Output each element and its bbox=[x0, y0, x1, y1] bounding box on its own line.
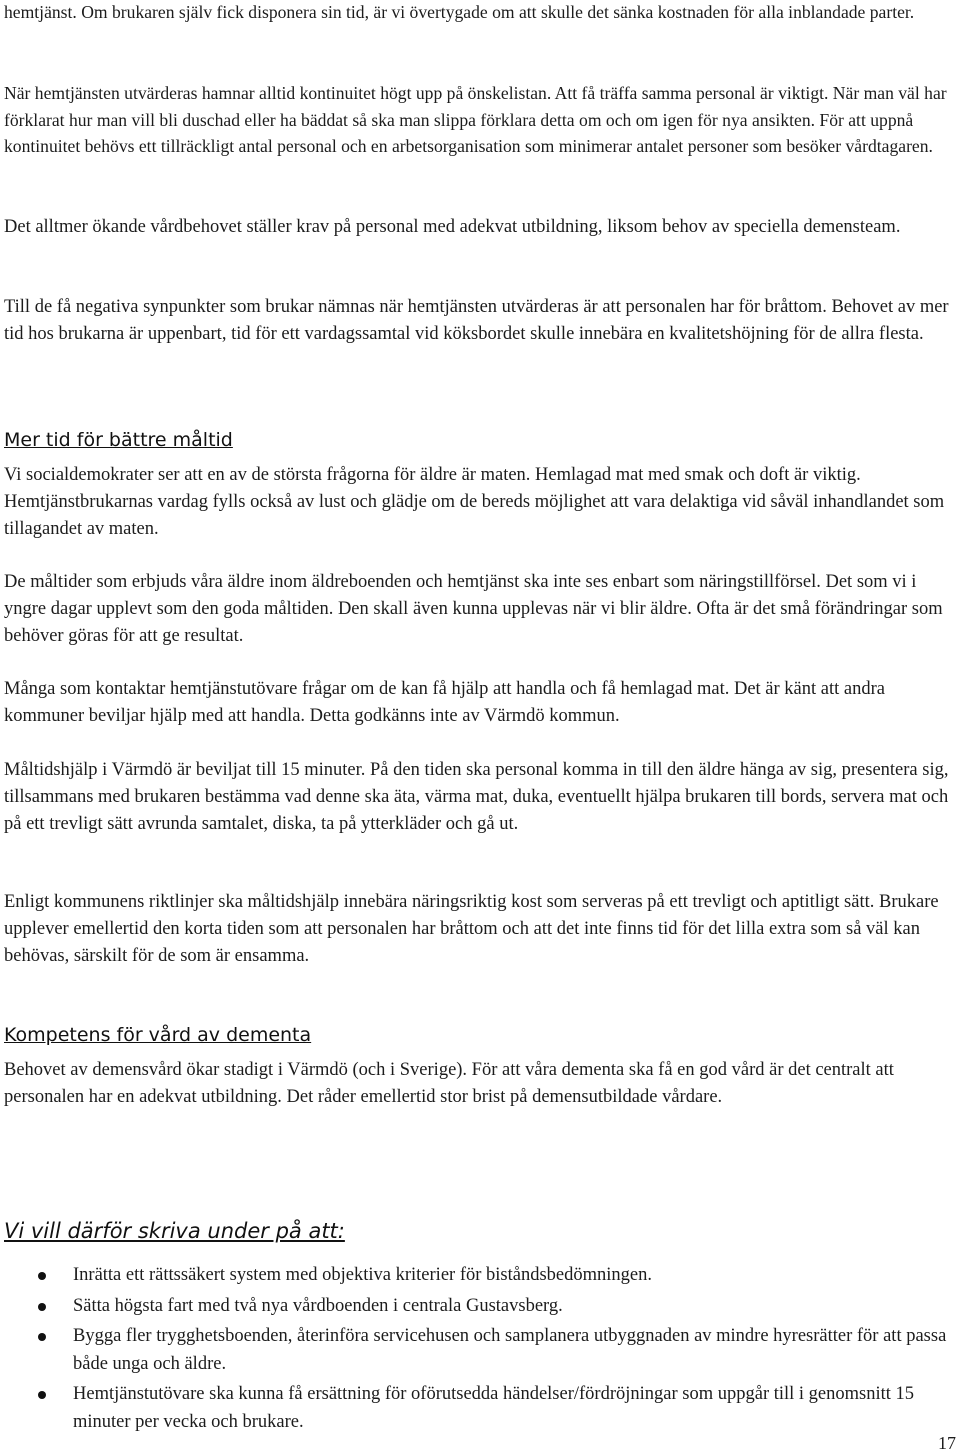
bullet-icon bbox=[38, 1391, 46, 1399]
paragraph-continuation: hemtjänst. Om brukaren själv fick disponera sin tid, är vi övertygade om att skulle det sänka kostnaden för alla inblandade parter. bbox=[4, 2, 915, 22]
list-item: Hemtjänstutövare ska kunna få ersättning för oförutsedda händelser/fördröjningar som uppgår till i genomsnitt 15 minuter per vecka och brukare. bbox=[0, 1381, 950, 1436]
paragraph-dementia-care: Behovet av demensvård ökar stadigt i Värmdö (och i Sverige). För att våra dementa ska få en god vård är det centralt att personalen har en adekvat utbildning. Det råder emellertid stor brist på demensutbildade vårdare. bbox=[4, 1060, 894, 1107]
list-item: Sätta högsta fart med två nya vårdboenden i centrala Gustavsberg. bbox=[0, 1293, 950, 1321]
list-item: Inrätta ett rättssäkert system med objektiva kriterier för biståndsbedömningen. bbox=[0, 1262, 950, 1290]
paragraph-meals-nutrition: De måltider som erbjuds våra äldre inom äldreboenden och hemtjänst ska inte ses enbart som näringstillförsel. Det som vi i yngre dagar upplevt som den goda måltiden. Den skall även kunna upplevas när vi blir äldre. Ofta är det små förändringar som behöver göras för att ge resultat. bbox=[4, 572, 943, 646]
paragraph-guidelines: Enligt kommunens riktlinjer ska måltidshjälp innebära näringsriktig kost som serveras på ett trevligt och aptitligt sätt. Brukare upplever emellertid den korta tiden som att personalen har bråttom och att det inte finns tid för det lilla extra som så väl kan behövas, särskilt för de som är ensamma. bbox=[4, 892, 939, 966]
bullet-icon bbox=[38, 1333, 46, 1341]
paragraph-meal-assistance: Måltidshjälp i Värmdö är beviljat till 15 minuter. På den tiden ska personal komma in till den äldre hänga av sig, presentera sig, tillsammans med brukaren bestämma vad denne ska äta, värma mat, duka, eventuellt hjälpa brukaren till bords, servera mat och på ett trevligt sätt avrunda samtalet, diska, ta på ytterkläder och gå ut. bbox=[4, 760, 949, 834]
heading-dementia-competence: Kompetens för vård av dementa bbox=[4, 1024, 312, 1046]
proposal-list bbox=[0, 1262, 950, 1439]
paragraph-shopping-help: Många som kontaktar hemtjänstutövare frågar om de kan få hjälp att handla och få hemlagad mat. Det är känt att andra kommuner beviljar hjälp med att handla. Detta godkänns inte av Värmdö kommun. bbox=[4, 679, 885, 726]
heading-we-propose: Vi vill därför skriva under på att: bbox=[4, 1219, 345, 1243]
paragraph-care-needs: Det alltmer ökande vårdbehovet ställer krav på personal med adekvat utbildning, liksom behov av speciella demensteam. bbox=[4, 217, 901, 237]
paragraph-time-pressure: Till de få negativa synpunkter som brukar nämnas när hemtjänsten utvärderas är att personalen har för bråttom. Behovet av mer tid hos brukarna är uppenbart, tid för ett vardagssamtal vid köksbordet skulle innebära en kvalitetshöjning för de allra flesta. bbox=[4, 297, 949, 344]
paragraph-food-importance: Vi socialdemokrater ser att en av de största frågorna för äldre är maten. Hemlagad mat med smak och doft är viktig. Hemtjänstbrukarnas vardag fylls också av lust och glädje om de bereds möjlighet att vara delaktiga vid såväl inhandlandet som tillagandet av maten. bbox=[4, 465, 945, 539]
bullet-icon bbox=[38, 1303, 46, 1311]
page-number: 17 bbox=[938, 1433, 956, 1453]
paragraph-continuity: När hemtjänsten utvärderas hamnar alltid kontinuitet högt upp på önskelistan. Att få träffa samma personal är viktigt. När man väl har förklarat hur man vill bli duschad eller ha bäddat så ska man slippa förklara detta om och om igen för nya ansikten. För att uppnå kontinuitet behövs ett tillräckligt antal personal och en arbetsorganisation som minimerar antalet personer som besöker vårdtagaren. bbox=[4, 83, 947, 156]
bullet-icon bbox=[38, 1272, 46, 1280]
list-item: Bygga fler trygghetsboenden, återinföra servicehusen och samplanera utbyggnaden av mindre hyresrätter för att passa både unga och äldre. bbox=[0, 1323, 950, 1378]
heading-better-meals: Mer tid för bättre måltid bbox=[4, 429, 233, 451]
